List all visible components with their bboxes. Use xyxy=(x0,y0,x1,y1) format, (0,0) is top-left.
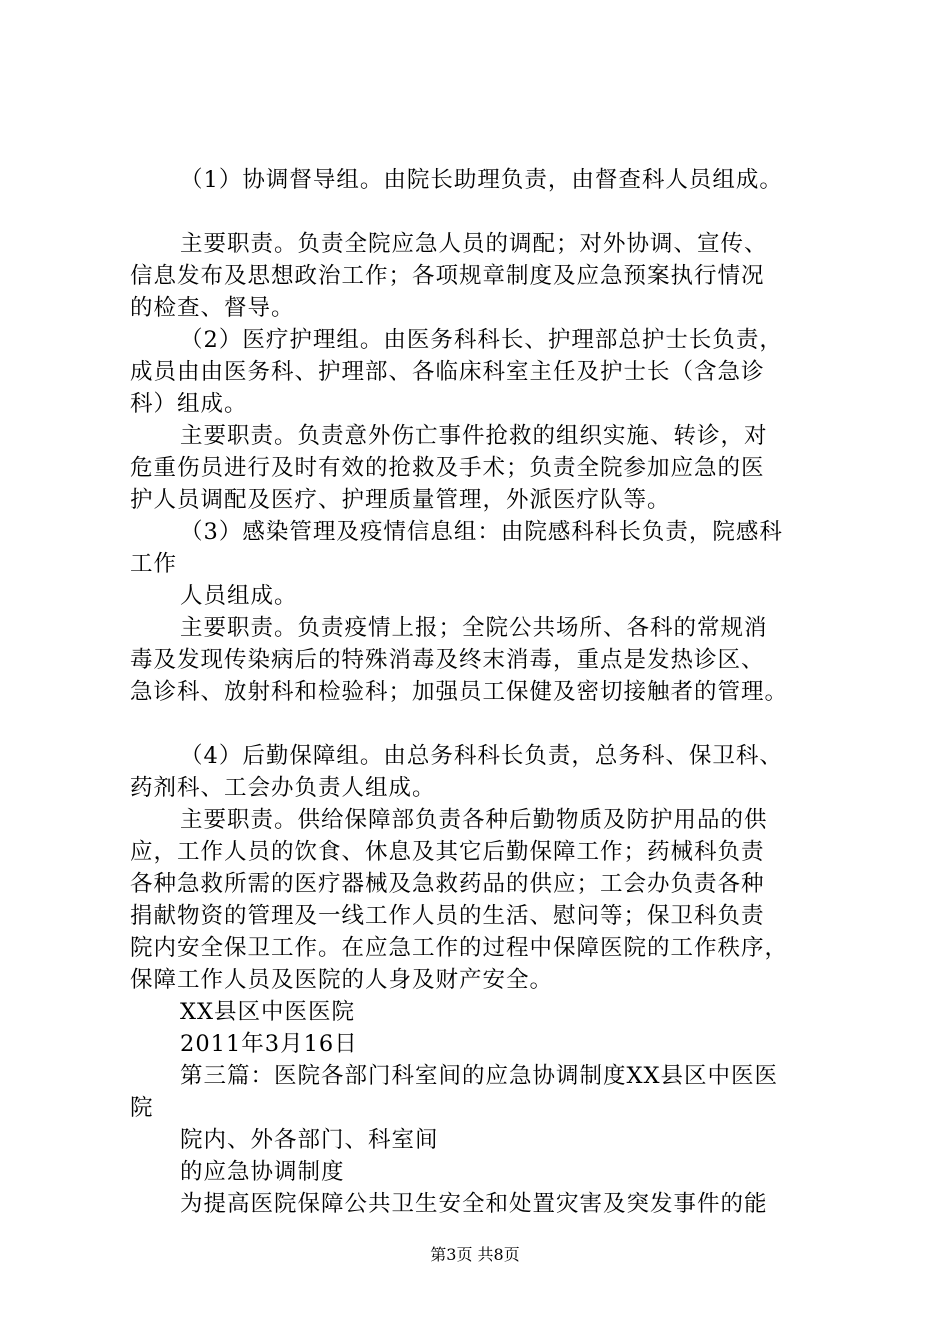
hospital-signature: XX县区中医医院 xyxy=(180,999,356,1025)
section-2-heading-line-1: （2）医疗护理组。由医务科科长、护理部总护士长负责， xyxy=(180,327,783,353)
section-4-duties-line-1: 主要职责。供给保障部负责各种后勤物质及防护用品的供 xyxy=(180,807,768,833)
section-1-heading: （1）协调督导组。由院长助理负责，由督查科人员组成。 xyxy=(180,167,783,193)
section-3-duties-line-3: 急诊科、放射科和检验科；加强员工保健及密切接触者的管理。 xyxy=(130,679,789,705)
section-4-heading-line-2: 药剂科、工会办负责人组成。 xyxy=(130,775,436,801)
section-2-duties-line-1: 主要职责。负责意外伤亡事件抢救的组织实施、转诊，对 xyxy=(180,423,768,449)
section-1-duties-line-1: 主要职责。负责全院应急人员的调配；对外协调、宣传、 xyxy=(180,231,768,257)
section-3-heading-line-3: 人员组成。 xyxy=(180,583,298,609)
chapter-3-body-line-1: 为提高医院保障公共卫生安全和处置灾害及突发事件的能 xyxy=(180,1191,768,1217)
section-4-duties-line-5: 院内安全保卫工作。在应急工作的过程中保障医院的工作秩序， xyxy=(130,935,789,961)
chapter-3-title-line-1: 第三篇：医院各部门科室间的应急协调制度XX县区中医医 xyxy=(180,1063,779,1089)
section-3-heading-line-2: 工作 xyxy=(130,551,178,577)
section-3-duties-line-2: 毒及发现传染病后的特殊消毒及终末消毒，重点是发热诊区、 xyxy=(130,647,765,673)
section-2-duties-line-3: 护人员调配及医疗、护理质量管理，外派医疗队等。 xyxy=(130,487,671,513)
chapter-3-subtitle-line-2: 的应急协调制度 xyxy=(180,1159,345,1185)
section-4-duties-line-4: 捐献物资的管理及一线工作人员的生活、慰问等；保卫科负责 xyxy=(130,903,765,929)
section-4-duties-line-2: 应，工作人员的饮食、休息及其它后勤保障工作；药械科负责 xyxy=(130,839,765,865)
section-2-duties-line-2: 危重伤员进行及时有效的抢救及手术；负责全院参加应急的医 xyxy=(130,455,765,481)
section-3-heading-line-1: （3）感染管理及疫情信息组：由院感科科长负责，院感科 xyxy=(180,519,783,545)
chapter-3-title-line-2: 院 xyxy=(130,1095,154,1121)
section-4-duties-line-3: 各种急救所需的医疗器械及急救药品的供应；工会办负责各种 xyxy=(130,871,765,897)
section-4-heading-line-1: （4）后勤保障组。由总务科科长负责，总务科、保卫科、 xyxy=(180,743,783,769)
signature-date: 2011年3月16日 xyxy=(180,1031,358,1057)
chapter-3-subtitle-line-1: 院内、外各部门、科室间 xyxy=(180,1127,439,1153)
section-1-duties-line-3: 的检查、督导。 xyxy=(130,295,295,321)
section-4-duties-line-6: 保障工作人员及医院的人身及财产安全。 xyxy=(130,967,554,993)
section-3-duties-line-1: 主要职责。负责疫情上报；全院公共场所、各科的常规消 xyxy=(180,615,768,641)
section-1-duties-line-2: 信息发布及思想政治工作；各项规章制度及应急预案执行情况 xyxy=(130,263,765,289)
section-2-heading-line-2: 成员由由医务科、护理部、各临床科室主任及护士长（含急诊 xyxy=(130,359,765,385)
page-footer: 第3页 共8页 xyxy=(430,1245,520,1264)
section-2-heading-line-3: 科）组成。 xyxy=(130,391,248,417)
